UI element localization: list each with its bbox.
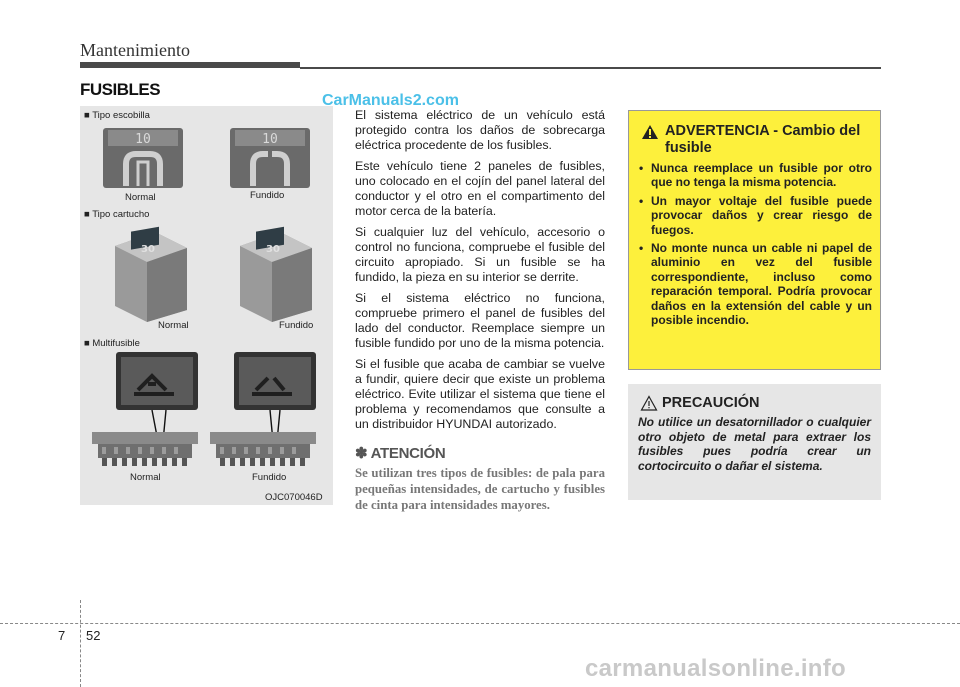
footer-rule — [0, 623, 960, 624]
warning-box — [628, 110, 881, 370]
list-item: • Nunca reemplace un fusible por otro que no tenga la misma potencia. — [639, 161, 872, 190]
svg-text:30: 30 — [141, 244, 155, 255]
multifuse-blown-caption: Fundido — [252, 472, 287, 483]
multifuse-normal-caption: Normal — [130, 472, 161, 483]
paragraph: Si el fusible que acaba de cambiar se vuelve a fundir, quiere decir que existe un problema eléctrico. Evite utilizar el sistema que tiene el problema y recomendamos que consulte a un distribuidor HYUNDAI autorizado. — [355, 357, 605, 431]
header-bar — [80, 62, 300, 68]
list-item: • No monte nunca un cable ni papel de aluminio en vez del fusible correspondiente, incluso como reparación temporal. Podría provocar daños en la extensión del cable y un posible incendio. — [639, 241, 872, 327]
cartridge-normal-caption: Normal — [158, 320, 189, 331]
body-text — [355, 108, 605, 513]
footer-divider — [80, 600, 81, 687]
paragraph: El sistema eléctrico de un vehículo está protegido contra los daños de sobrecarga eléctrica procedente de los fusibles. — [355, 108, 605, 152]
multifuse-blown-image — [208, 350, 320, 474]
warning-list — [639, 161, 872, 331]
figure-code: OJC070046D — [265, 492, 323, 503]
attention-title: ✽ ATENCIÓN — [355, 445, 446, 462]
header-rule — [300, 67, 881, 69]
caution-text: No utilice un desatornillador o cualquier otro objeto de metal para extraer los fusibles pues podría crear un cortocircuito o dañar el sistema. — [638, 415, 871, 473]
multifuse-type-label: ■ Multifusible — [84, 338, 140, 349]
warning-triangle-icon — [641, 124, 659, 140]
blade-type-label: ■ Tipo escobilla — [84, 110, 150, 121]
caution-triangle-icon — [640, 395, 658, 411]
watermark-logo: CarManuals2.com — [322, 92, 459, 109]
blade-blown-caption: Fundido — [250, 190, 285, 201]
svg-text:10: 10 — [135, 132, 151, 147]
caution-box — [628, 384, 881, 500]
svg-text:10: 10 — [262, 132, 278, 147]
page-number: 52 — [86, 628, 101, 643]
list-item: • Un mayor voltaje del fusible puede provocar daños y crear riesgo de fuegos. — [639, 194, 872, 237]
caution-title: PRECAUCIÓN — [662, 395, 760, 411]
site-watermark: carmanualsonline.info — [585, 655, 847, 682]
attention-text: Se utilizan tres tipos de fusibles: de pala para pequeñas intensidades, de cartucho y fusibles de cinta para intensidades mayores. — [355, 466, 605, 512]
cartridge-fuse-normal-image — [95, 224, 195, 324]
multifuse-normal-image — [90, 350, 202, 474]
cartridge-fuse-blown-image — [220, 224, 320, 324]
paragraph: Si cualquier luz del vehículo, accesorio o control no funciona, compruebe el fusible del circuito apropiado. Si un fusible se ha fundido, la pieza en su interior se derrite. — [355, 225, 605, 284]
warning-title: ADVERTENCIA - Cambio del fusible — [665, 123, 861, 156]
cartridge-blown-caption: Fundido — [279, 320, 314, 331]
cartridge-type-label: ■ Tipo cartucho — [84, 209, 150, 220]
section-title: Mantenimiento — [80, 40, 190, 60]
blade-normal-caption: Normal — [125, 192, 156, 203]
blade-fuse-normal-image — [98, 124, 188, 192]
fuse-figure — [80, 106, 333, 505]
chapter-number: 7 — [58, 628, 66, 643]
blade-fuse-blown-image — [225, 124, 315, 192]
paragraph: Este vehículo tiene 2 paneles de fusibles, uno colocado en el cojín del panel lateral del conductor y el otro en el compartimento del motor cerca de la batería. — [355, 159, 605, 218]
svg-text:30: 30 — [266, 244, 280, 255]
paragraph: Si el sistema eléctrico no funciona, compruebe primero el panel de fusibles del lado del conductor. Reemplace siempre un fusible fundido por uno de la misma potencia. — [355, 291, 605, 350]
page-title: FUSIBLES — [80, 80, 161, 99]
